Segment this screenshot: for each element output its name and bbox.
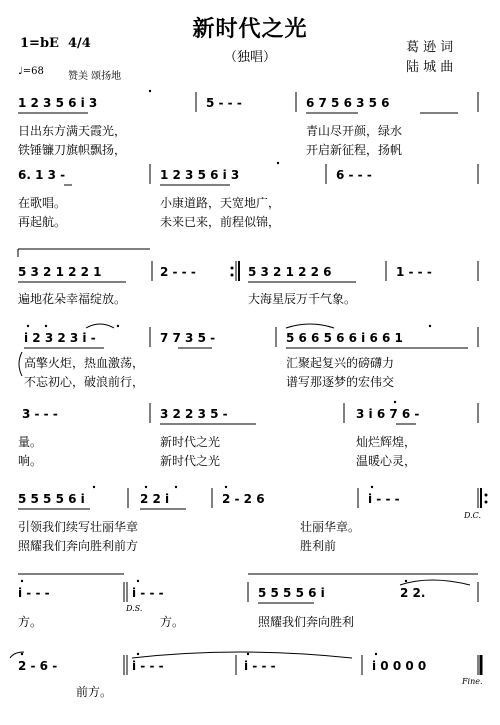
- tie-slur: [86, 324, 114, 328]
- measure-notes: 5 3 2 1 2 2 1: [18, 265, 102, 279]
- lyric-line: 在歌唱。: [18, 196, 67, 210]
- octave-dot: [405, 580, 407, 582]
- octave-dot: [429, 325, 431, 327]
- measure-notes: 1 - - -: [396, 265, 432, 279]
- octave-dot: [394, 401, 396, 403]
- octave-dot: [371, 486, 373, 488]
- octave-dot: [117, 325, 119, 327]
- performance-type: （独唱）: [223, 50, 276, 65]
- measure-notes: 5 5 5 5 6 i: [258, 586, 325, 600]
- lyric-line: 温暖心灵，: [356, 454, 417, 468]
- octave-dot: [21, 653, 23, 655]
- octave-dot: [137, 580, 139, 582]
- measure-notes: 5 6 6 5 6 6 i 6 6 1: [286, 331, 403, 345]
- lyric-line: 未来已来，前程似锦，: [160, 215, 281, 229]
- lyric-line: 照耀我们奔向胜利: [258, 615, 355, 629]
- octave-dot: [21, 580, 23, 582]
- octave-dot: [93, 486, 95, 488]
- lyric-line: 引领我们续写壮丽华章: [18, 520, 139, 534]
- measure-notes: 5 5 5 5 6 i: [18, 492, 85, 506]
- lyric-line: 灿烂辉煌，: [356, 435, 417, 449]
- octave-dot: [27, 325, 29, 327]
- tie-slur: [132, 652, 352, 658]
- lyric-line: 大海星辰万千气象。: [248, 292, 357, 306]
- octave-dot: [45, 325, 47, 327]
- lyric-line: 青山尽开颜，绿水: [306, 124, 403, 138]
- composer-credit: 陆 城 曲: [406, 60, 454, 75]
- octave-dot: [145, 486, 147, 488]
- measure-notes: 3 - - -: [22, 407, 58, 421]
- octave-dot: [225, 486, 227, 488]
- repeat-dot: [231, 274, 234, 277]
- measure-notes: 6 - - -: [336, 168, 372, 182]
- tempo-marking: ♩=68: [18, 66, 44, 77]
- octave-dot: [277, 162, 279, 164]
- lyric-line: 方。: [160, 615, 185, 629]
- measure-notes: i - - -: [244, 659, 276, 673]
- expression-marking: 赞美 颂扬地: [68, 71, 122, 82]
- measure-notes: 7 7 3 5 -: [160, 331, 216, 345]
- song-title: 新时代之光: [192, 16, 308, 42]
- key-signature: 1=bE: [20, 36, 59, 51]
- measure-notes: 3 i 6 7 6 -: [356, 407, 420, 421]
- lyric-line: 小康道路，天宽地广，: [160, 196, 281, 210]
- octave-dot: [175, 486, 177, 488]
- fine-mark: Fine.: [462, 677, 483, 686]
- octave-dot: [375, 653, 377, 655]
- lyric-line: 胜利前: [300, 539, 337, 553]
- lyric-line: 方。: [18, 615, 43, 629]
- measure-notes: 6. 1 3 -: [18, 168, 66, 182]
- lyric-line: 高擎火炬，热血激荡，: [24, 356, 145, 370]
- octave-dot: [149, 90, 151, 92]
- measure-notes: 2 2 i: [140, 492, 170, 506]
- brace: [19, 352, 22, 376]
- da-capo-mark: D.C.: [464, 511, 482, 520]
- tie-slur: [400, 580, 470, 585]
- lyric-line: 铁锤镰刀旗帜飘扬，: [18, 143, 127, 157]
- measure-notes: i - - -: [368, 492, 400, 506]
- measure-notes: 5 3 2 1 2 2 6: [248, 265, 332, 279]
- measure-notes: 2 - 6 -: [18, 659, 58, 673]
- measure-notes: i 0 0 0 0: [372, 659, 427, 673]
- lyric-line: 壮丽华章。: [300, 520, 361, 534]
- measure-notes: i - - -: [18, 586, 50, 600]
- repeat-dot: [231, 267, 234, 270]
- dal-segno-mark: D.S.: [126, 604, 143, 613]
- repeat-dot: [485, 494, 488, 497]
- measure-notes: i - - -: [132, 586, 164, 600]
- lyric-line: 量。: [18, 435, 43, 449]
- measure-notes: 5 - - -: [206, 96, 242, 110]
- measure-notes: 2 2.: [400, 586, 426, 600]
- lyric-line: 响。: [18, 454, 43, 468]
- measure-notes: 6 7 5 6 3 5 6: [306, 96, 390, 110]
- repeat-dot: [485, 501, 488, 504]
- measure-notes: 2 - 2 6: [222, 492, 265, 506]
- octave-dot: [247, 653, 249, 655]
- lyric-line: 谱写那逐梦的宏伟交: [286, 375, 395, 389]
- lyric-line: 开启新征程，扬帆: [306, 143, 403, 157]
- measure-notes: 1 2 3 5 6 i 3: [160, 168, 240, 182]
- measure-notes: 3 2 2 3 5 -: [160, 407, 228, 421]
- measure-notes: 1 2 3 5 6 i 3: [18, 96, 98, 110]
- lyric-line: 汇聚起复兴的磅礴力: [286, 356, 395, 370]
- lyric-line: 再起航。: [18, 215, 67, 229]
- lyric-line: 日出东方满天霞光，: [18, 124, 127, 138]
- tie-slur: [286, 324, 334, 328]
- lyric-line: 遍地花朵幸福绽放。: [18, 292, 127, 306]
- octave-dot: [137, 653, 139, 655]
- lyric-line: 新时代之光: [160, 435, 221, 449]
- lyricist-credit: 葛 逊 词: [406, 40, 454, 55]
- lyric-line: 不忘初心，破浪前行，: [24, 375, 145, 389]
- measure-notes: i 2 3 2 3 i -: [24, 331, 96, 345]
- measure-notes: i - - -: [132, 659, 164, 673]
- measure-notes: 2 - - -: [160, 265, 196, 279]
- lyric-line: 新时代之光: [160, 454, 221, 468]
- lyric-line: 照耀我们奔向胜利前方: [18, 539, 139, 553]
- lyric-line: 前方。: [76, 685, 113, 699]
- time-signature: 4/4: [68, 36, 91, 51]
